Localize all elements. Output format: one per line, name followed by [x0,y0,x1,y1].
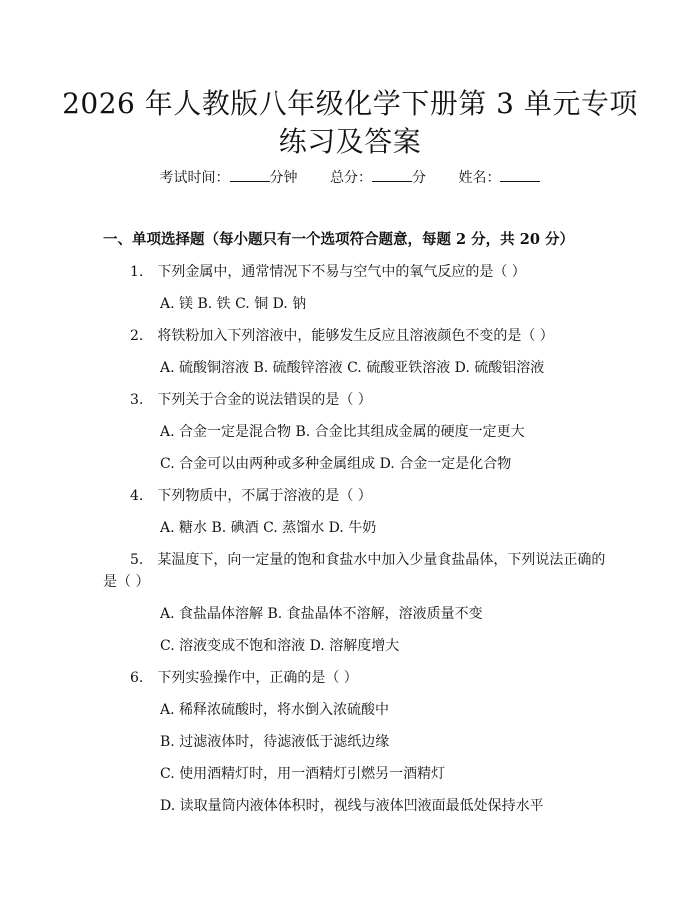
name-blank [500,169,540,182]
question-6-option-a: A. 稀释浓硫酸时，将水倒入浓硫酸中 [160,702,390,718]
exam-info-row [0,168,700,188]
question-3-options-ab: A. 合金一定是混合物 B. 合金比其组成金属的硬度一定更大 [160,424,525,440]
exam-time-label: 考试时间： [159,170,230,186]
question-4: 4. 下列物质中，不属于溶液的是（ ） [130,488,372,504]
question-5-options-cd: C. 溶液变成不饱和溶液 D. 溶解度增大 [160,638,400,654]
question-1: 1. 下列金属中，通常情况下不易与空气中的氧气反应的是（ ） [130,264,526,280]
total-score-label: 总分： [330,170,372,186]
question-4-options: A. 糖水 B. 碘酒 C. 蒸馏水 D. 牛奶 [160,520,377,536]
name-label: 姓名： [458,170,501,186]
section-heading: 一、单项选择题（每小题只有一个选项符合题意，每题 2 分，共 20 分） [103,231,574,248]
question-1-options: A. 镁 B. 铁 C. 铜 D. 钠 [160,296,307,312]
total-score-unit: 分 [412,170,426,186]
question-6: 6. 下列实验操作中，正确的是（ ） [130,670,358,686]
question-3-options-cd: C. 合金可以由两种或多种金属组成 D. 合金一定是化合物 [160,456,512,472]
question-5-continuation: 是（ ） [103,574,150,590]
question-6-option-b: B. 过滤液体时，待滤液低于滤纸边缘 [160,734,390,750]
question-5-options-ab: A. 食盐晶体溶解 B. 食盐晶体不溶解，溶液质量不变 [160,606,483,622]
question-6-option-d: D. 读取量筒内液体体积时，视线与液体凹液面最低处保持水平 [160,798,544,814]
total-score-blank [372,169,412,182]
question-2-options: A. 硫酸铜溶液 B. 硫酸锌溶液 C. 硫酸亚铁溶液 D. 硫酸铝溶液 [160,360,545,376]
question-6-option-c: C. 使用酒精灯时，用一酒精灯引燃另一酒精灯 [160,766,446,782]
document-title-line-1: 2026 年人教版八年级化学下册第 3 单元专项 [62,87,638,120]
question-2: 2. 将铁粉加入下列溶液中，能够发生反应且溶液颜色不变的是（ ） [130,328,554,344]
question-5: 5. 某温度下，向一定量的饱和食盐水中加入少量食盐晶体，下列说法正确的 [130,552,606,568]
document-title-line-2: 练习及答案 [278,125,422,158]
question-3: 3. 下列关于合金的说法错误的是（ ） [130,392,372,408]
exam-time-blank [230,169,270,182]
exam-time-unit: 分钟 [269,170,298,186]
